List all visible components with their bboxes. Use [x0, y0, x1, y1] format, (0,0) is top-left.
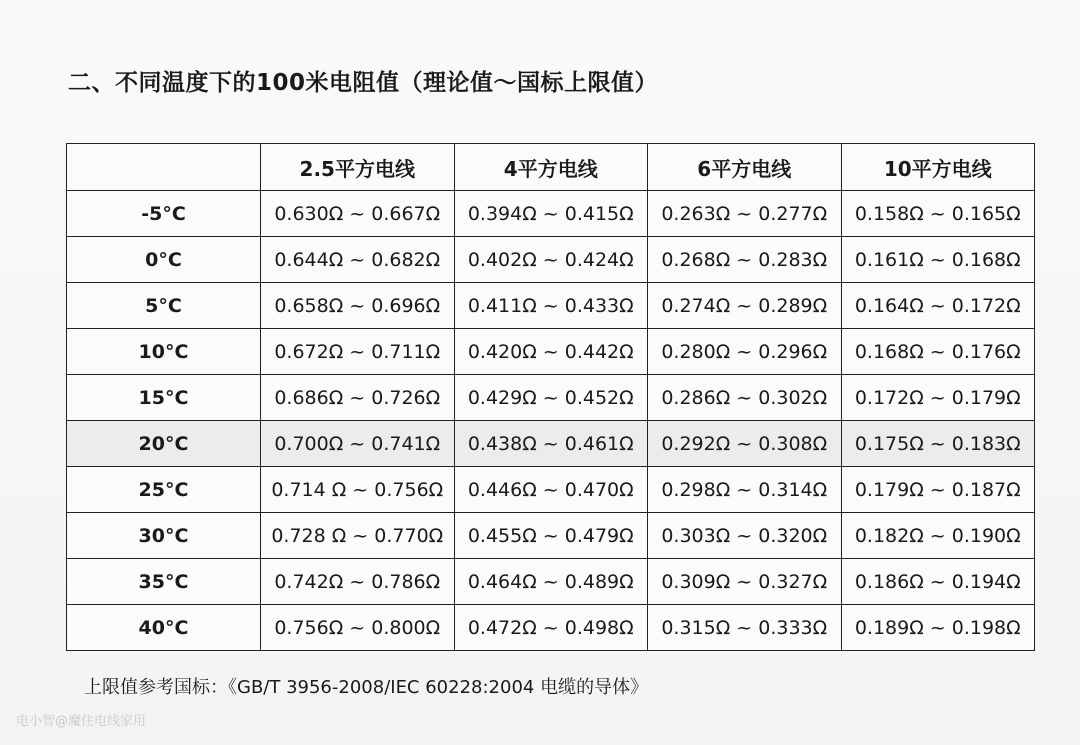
page-title: 二、不同温度下的100米电阻值（理论值～国标上限值）: [68, 70, 659, 96]
table-header-row: [67, 144, 1035, 191]
resistance-cell: 0.172Ω ~ 0.179Ω: [841, 375, 1035, 421]
temperature-cell: 0°C: [67, 237, 261, 283]
resistance-cell: 0.309Ω ~ 0.327Ω: [648, 559, 842, 605]
resistance-cell: 0.292Ω ~ 0.308Ω: [648, 421, 842, 467]
table-row: [67, 191, 1035, 237]
resistance-cell: 0.644Ω ~ 0.682Ω: [261, 237, 455, 283]
temperature-cell: 5°C: [67, 283, 261, 329]
table-row: [67, 283, 1035, 329]
resistance-cell: 0.411Ω ~ 0.433Ω: [454, 283, 648, 329]
watermark: 电小智@魔住电线家用: [16, 714, 147, 729]
table-row: [67, 237, 1035, 283]
header-4-sqmm: 4平方电线: [454, 144, 648, 191]
header-2.5-sqmm: 2.5平方电线: [261, 144, 455, 191]
temperature-cell: 35°C: [67, 559, 261, 605]
resistance-cell: 0.186Ω ~ 0.194Ω: [841, 559, 1035, 605]
resistance-cell: 0.714 Ω ~ 0.756Ω: [261, 467, 455, 513]
table-row: [67, 605, 1035, 651]
resistance-cell: 0.756Ω ~ 0.800Ω: [261, 605, 455, 651]
resistance-cell: 0.420Ω ~ 0.442Ω: [454, 329, 648, 375]
resistance-cell: 0.686Ω ~ 0.726Ω: [261, 375, 455, 421]
temperature-cell: 40°C: [67, 605, 261, 651]
resistance-cell: 0.164Ω ~ 0.172Ω: [841, 283, 1035, 329]
temperature-cell: 10°C: [67, 329, 261, 375]
resistance-cell: 0.298Ω ~ 0.314Ω: [648, 467, 842, 513]
resistance-cell: 0.263Ω ~ 0.277Ω: [648, 191, 842, 237]
resistance-cell: 0.182Ω ~ 0.190Ω: [841, 513, 1035, 559]
resistance-cell: 0.472Ω ~ 0.498Ω: [454, 605, 648, 651]
temperature-cell: 15°C: [67, 375, 261, 421]
resistance-cell: 0.394Ω ~ 0.415Ω: [454, 191, 648, 237]
table-row: [67, 375, 1035, 421]
resistance-cell: 0.175Ω ~ 0.183Ω: [841, 421, 1035, 467]
resistance-cell: 0.446Ω ~ 0.470Ω: [454, 467, 648, 513]
resistance-table: [66, 143, 1035, 651]
temperature-cell: -5°C: [67, 191, 261, 237]
resistance-cell: 0.280Ω ~ 0.296Ω: [648, 329, 842, 375]
resistance-cell: 0.728 Ω ~ 0.770Ω: [261, 513, 455, 559]
resistance-cell: 0.455Ω ~ 0.479Ω: [454, 513, 648, 559]
resistance-cell: 0.268Ω ~ 0.283Ω: [648, 237, 842, 283]
header-6-sqmm: 6平方电线: [648, 144, 842, 191]
resistance-cell: 0.438Ω ~ 0.461Ω: [454, 421, 648, 467]
resistance-cell: 0.189Ω ~ 0.198Ω: [841, 605, 1035, 651]
table-row: [67, 329, 1035, 375]
resistance-cell: 0.315Ω ~ 0.333Ω: [648, 605, 842, 651]
resistance-cell: 0.158Ω ~ 0.165Ω: [841, 191, 1035, 237]
resistance-cell: 0.286Ω ~ 0.302Ω: [648, 375, 842, 421]
resistance-cell: 0.464Ω ~ 0.489Ω: [454, 559, 648, 605]
resistance-cell: 0.429Ω ~ 0.452Ω: [454, 375, 648, 421]
resistance-cell: 0.742Ω ~ 0.786Ω: [261, 559, 455, 605]
temperature-cell: 20°C: [67, 421, 261, 467]
resistance-cell: 0.700Ω ~ 0.741Ω: [261, 421, 455, 467]
temperature-cell: 25°C: [67, 467, 261, 513]
temperature-cell: 30°C: [67, 513, 261, 559]
header-corner-cell: [67, 144, 261, 191]
resistance-cell: 0.168Ω ~ 0.176Ω: [841, 329, 1035, 375]
resistance-cell: 0.303Ω ~ 0.320Ω: [648, 513, 842, 559]
resistance-cell: 0.630Ω ~ 0.667Ω: [261, 191, 455, 237]
table-row: [67, 559, 1035, 605]
footnote: 上限值参考国标：《GB/T 3956-2008/IEC 60228:2004 电缆的导体》: [84, 677, 649, 698]
header-10-sqmm: 10平方电线: [841, 144, 1035, 191]
table-row: [67, 513, 1035, 559]
resistance-cell: 0.274Ω ~ 0.289Ω: [648, 283, 842, 329]
resistance-cell: 0.161Ω ~ 0.168Ω: [841, 237, 1035, 283]
resistance-cell: 0.658Ω ~ 0.696Ω: [261, 283, 455, 329]
resistance-cell: 0.402Ω ~ 0.424Ω: [454, 237, 648, 283]
resistance-cell: 0.179Ω ~ 0.187Ω: [841, 467, 1035, 513]
resistance-cell: 0.672Ω ~ 0.711Ω: [261, 329, 455, 375]
table-row: [67, 421, 1035, 467]
table-row: [67, 467, 1035, 513]
